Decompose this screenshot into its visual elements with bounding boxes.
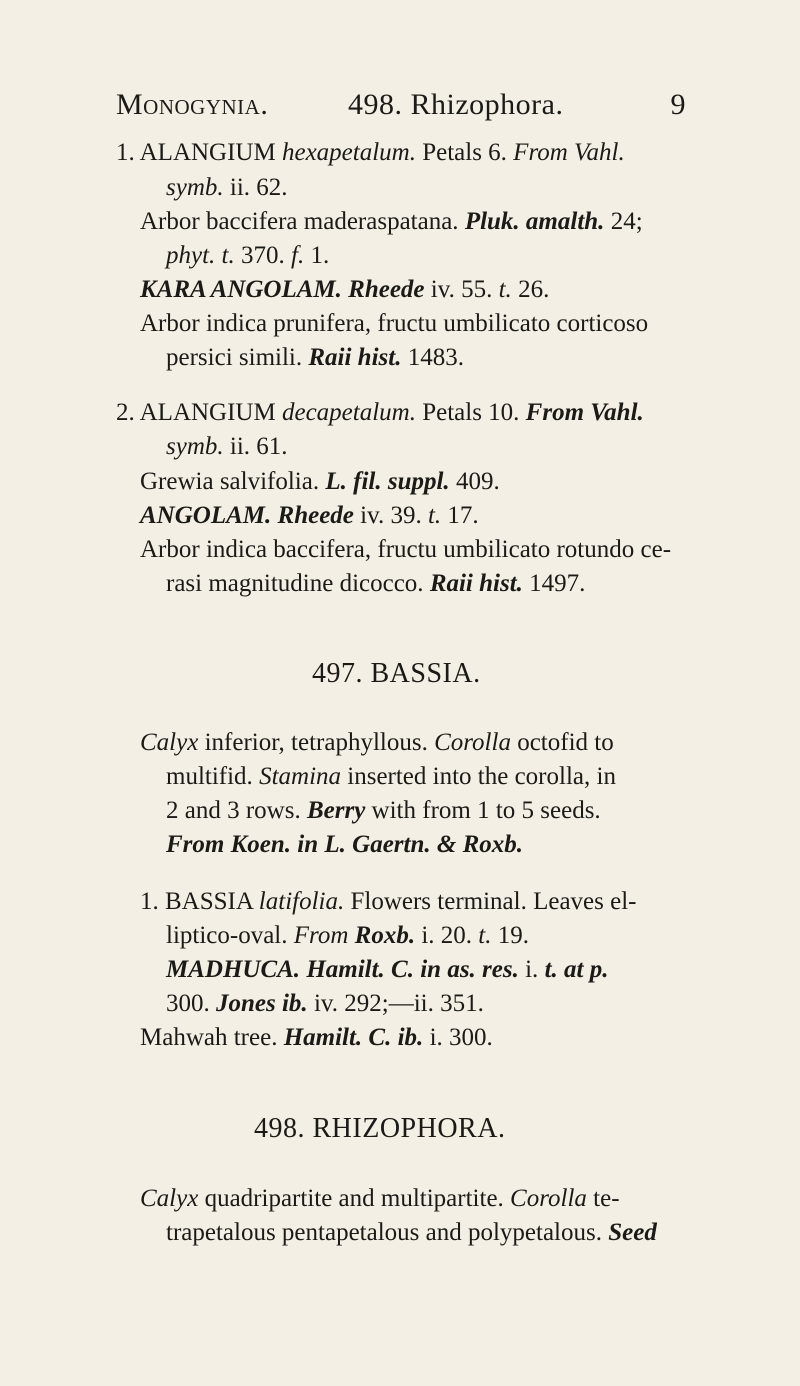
text-line xyxy=(166,345,464,370)
bold-italic-run: From Vahl. xyxy=(525,399,644,426)
text-run: 1497. xyxy=(522,570,586,597)
text-run: inferior, tetraphyllous. xyxy=(198,729,435,756)
text-run: iv. 55. xyxy=(424,276,499,303)
italic-run: t. xyxy=(427,502,442,529)
text-run: 2 and 3 rows. xyxy=(166,797,307,824)
text-run: Arbor indica baccifera, fructu umbilicato rotundo ce- xyxy=(140,536,672,563)
text-run: 1. xyxy=(304,242,330,269)
text-run: Petals 10. xyxy=(415,399,526,426)
italic-run: t. xyxy=(478,922,492,949)
text-run: Mahwah tree. xyxy=(140,1024,284,1051)
italic-run: Calyx xyxy=(140,1185,199,1212)
text-line xyxy=(166,571,585,596)
text-run: iv. 292;—ii. 351. xyxy=(307,990,484,1017)
italic-run: From xyxy=(293,922,349,949)
text-run: i. 20. xyxy=(415,922,479,949)
text-line xyxy=(140,277,549,302)
text-run: te- xyxy=(586,1185,620,1212)
bold-italic-run: Hamilt. C. in as. res. xyxy=(306,956,519,983)
text-run: Flowers terminal. Leaves el- xyxy=(344,888,637,915)
text-line xyxy=(166,434,288,459)
italic-run: From Vahl. xyxy=(513,139,625,166)
bold-italic-run: ANGOLAM. xyxy=(140,502,272,529)
text-run: multifid. xyxy=(166,763,260,790)
text-line xyxy=(166,798,601,823)
text-run: i. xyxy=(518,956,545,983)
bold-italic-run: KARA ANGOLAM. xyxy=(140,276,342,303)
text-line xyxy=(166,175,288,200)
text-line xyxy=(140,503,479,528)
text-line xyxy=(140,730,614,755)
text-run: Grewia salvifolia. xyxy=(140,468,326,495)
text-line xyxy=(140,1186,620,1211)
bold-italic-run: Seed xyxy=(608,1219,657,1246)
text-run: Arbor indica prunifera, fructu umbilicato corticoso xyxy=(140,310,649,337)
text-run: 17. xyxy=(441,502,479,529)
bold-italic-run: Roxb. xyxy=(354,922,416,949)
bold-italic-run: L. fil. suppl. xyxy=(325,468,450,495)
text-run: 1. BASSIA xyxy=(140,888,259,915)
text-run: liptico-oval. xyxy=(166,922,294,949)
text-run: with from 1 to 5 seeds. xyxy=(365,797,601,824)
italic-run: decapetalum. xyxy=(281,399,416,426)
bold-italic-run: Pluk. amalth. xyxy=(464,208,605,235)
text-run: rasi magnitudine dicocco. xyxy=(166,570,430,597)
text-line xyxy=(166,923,529,948)
genus-heading: 498. RHIZOPHORA. xyxy=(254,1113,506,1144)
text-run: 19. xyxy=(491,922,529,949)
bold-italic-run: From Koen. in L. Gaertn. & Roxb. xyxy=(166,831,523,858)
bold-italic-run: MADHUCA. xyxy=(166,956,301,983)
text-run: 26. xyxy=(511,276,550,303)
text-run: Arbor baccifera maderaspatana. xyxy=(140,208,465,235)
page-number: 9 xyxy=(670,88,686,121)
text-run: 2. ALANGIUM xyxy=(116,399,282,426)
italic-run: phyt. t. xyxy=(166,242,235,269)
text-line xyxy=(166,1220,657,1245)
text-line xyxy=(140,311,648,336)
genus-heading: 497. BASSIA. xyxy=(312,658,481,689)
text-line xyxy=(116,400,644,425)
text-line xyxy=(166,957,608,982)
header-genus: 498. Rhizophora. xyxy=(348,88,564,121)
bold-italic-run: Hamilt. C. ib. xyxy=(283,1024,424,1051)
bold-italic-run: Raii hist. xyxy=(308,344,402,371)
text-run: 1483. xyxy=(401,344,464,371)
italic-run: t. xyxy=(498,276,512,303)
text-run: inserted into the corolla, in xyxy=(341,763,616,790)
text-run: iv. 39. xyxy=(353,502,428,529)
text-line xyxy=(140,1025,493,1050)
text-run: 370. xyxy=(234,242,291,269)
italic-run: symb. xyxy=(166,433,224,460)
bold-italic-run: Raii hist. xyxy=(429,570,523,597)
italic-run: hexapetalum. xyxy=(281,139,416,166)
text-run: 300. xyxy=(166,990,216,1017)
text-line xyxy=(140,889,637,914)
italic-run: Stamina xyxy=(259,763,342,790)
italic-run: symb. xyxy=(166,174,224,201)
header-section: Monogynia. xyxy=(116,88,269,121)
text-line xyxy=(166,991,484,1016)
text-run: 24; xyxy=(604,208,643,235)
bold-italic-run: Rheede xyxy=(277,502,354,529)
text-line xyxy=(166,764,616,789)
text-run: i. 300. xyxy=(423,1024,493,1051)
text-line xyxy=(140,537,671,562)
italic-run: Corolla xyxy=(434,729,511,756)
text-run: octofid to xyxy=(510,729,614,756)
italic-run: f. xyxy=(291,242,305,269)
text-run: quadripartite and multipartite. xyxy=(198,1185,511,1212)
text-line xyxy=(166,832,523,857)
bold-italic-run: Berry xyxy=(306,797,366,824)
text-line xyxy=(116,140,625,165)
text-line xyxy=(140,209,643,234)
text-run: persici simili. xyxy=(166,344,309,371)
italic-run: Calyx xyxy=(140,729,199,756)
text-line xyxy=(140,469,500,494)
text-run: trapetalous pentapetalous and polypetalous. xyxy=(166,1219,609,1246)
italic-run: latifolia. xyxy=(258,888,345,915)
text-run: ii. 61. xyxy=(223,433,288,460)
text-run: Petals 6. xyxy=(415,139,514,166)
text-run: 1. ALANGIUM xyxy=(116,139,282,166)
text-run: ii. 62. xyxy=(223,174,288,201)
bold-italic-run: Rheede xyxy=(348,276,425,303)
bold-italic-run: Jones ib. xyxy=(216,990,308,1017)
text-line xyxy=(166,243,329,268)
bold-italic-run: t. at p. xyxy=(544,956,609,983)
text-run: 409. xyxy=(449,468,500,495)
italic-run: Corolla xyxy=(510,1185,587,1212)
